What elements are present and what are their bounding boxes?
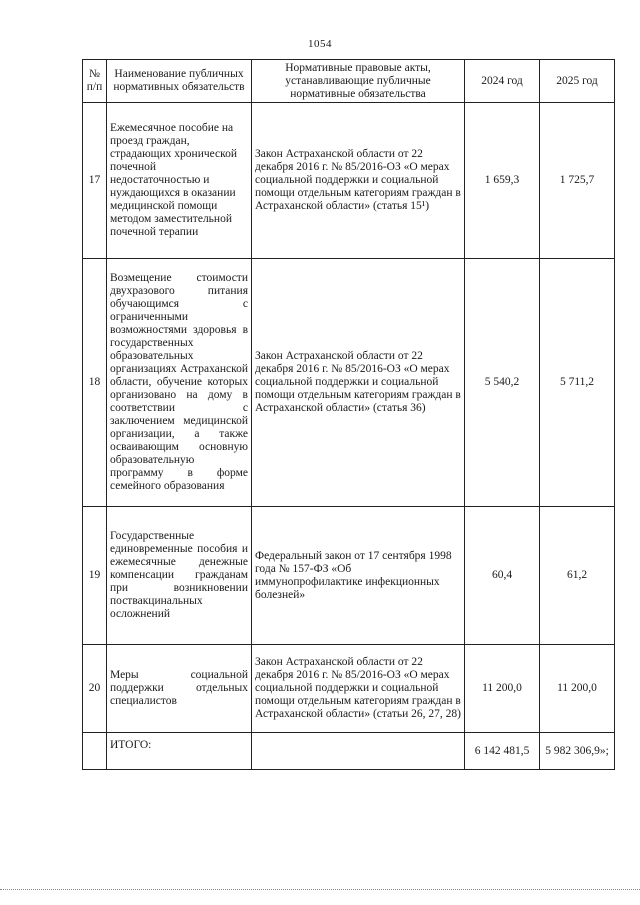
table-row	[83, 103, 615, 259]
header-num: № п/п	[83, 60, 107, 103]
header-act: Нормативные правовые акты, устанавливающие публичные нормативные обязательства	[252, 60, 465, 103]
row-number: 19	[83, 507, 107, 645]
header-name: Наименование публичных нормативных обязательств	[107, 60, 252, 103]
value-2025: 1 725,7	[540, 103, 615, 259]
total-act-cell	[252, 733, 465, 770]
obligation-name: Меры социальной поддержки отдельных специалистов	[107, 645, 252, 733]
value-2025: 11 200,0	[540, 645, 615, 733]
header-year-2025: 2025 год	[540, 60, 615, 103]
table-header-row	[83, 60, 615, 103]
value-2025: 61,2	[540, 507, 615, 645]
legal-act: Федеральный закон от 17 сентября 1998 года № 157-ФЗ «Об иммунопрофилактике инфекционных болезней»	[252, 507, 465, 645]
row-number: 17	[83, 103, 107, 259]
row-number: 20	[83, 645, 107, 733]
value-2025: 5 711,2	[540, 259, 615, 507]
obligation-name: Ежемесячное пособие на проезд граждан, страдающих хронической почечной недостаточностью и нуждающихся в оказании медицинской помощи методом заместительной почечной терапии	[107, 103, 252, 259]
total-num-cell	[83, 733, 107, 770]
obligation-name: Государственные единовременные пособия и ежемесячные денежные компенсации гражданам при возникновении поствакцинальных осложнений	[107, 507, 252, 645]
legal-act: Закон Астраханской области от 22 декабря 2016 г. № 85/2016-ОЗ «О мерах социальной поддержки и социальной помощи отдельным категориям граждан в Астраханской области» (статьи 26, 27, 28)	[252, 645, 465, 733]
legal-act: Закон Астраханской области от 22 декабря 2016 г. № 85/2016-ОЗ «О мерах социальной поддержки и социальной помощи отдельным категориям граждан в Астраханской области» (статья 15¹)	[252, 103, 465, 259]
value-2024: 1 659,3	[465, 103, 540, 259]
table-row	[83, 645, 615, 733]
total-2025: 5 982 306,9»;	[540, 733, 615, 770]
page-number: 1054	[308, 38, 332, 50]
legal-act: Закон Астраханской области от 22 декабря 2016 г. № 85/2016-ОЗ «О мерах социальной поддержки и социальной помощи отдельным категориям граждан в Астраханской области» (статья 36)	[252, 259, 465, 507]
obligations-table	[82, 59, 615, 770]
header-year-2024: 2024 год	[465, 60, 540, 103]
value-2024: 60,4	[465, 507, 540, 645]
page-bottom-divider	[0, 889, 640, 890]
value-2024: 11 200,0	[465, 645, 540, 733]
row-number: 18	[83, 259, 107, 507]
total-2024: 6 142 481,5	[465, 733, 540, 770]
table-row	[83, 507, 615, 645]
obligation-name: Возмещение стоимости двухразового питания обучающимся с ограниченными возможностями здоровья в государственных образовательных организациях Астраханской области, обучение которых организовано на дому в соответствии с заключением медицинской организации, а также осваивающим основную образовательную программу в форме семейного образования	[107, 259, 252, 507]
value-2024: 5 540,2	[465, 259, 540, 507]
total-row	[83, 733, 615, 770]
table-row	[83, 259, 615, 507]
total-label: ИТОГО:	[107, 733, 252, 770]
